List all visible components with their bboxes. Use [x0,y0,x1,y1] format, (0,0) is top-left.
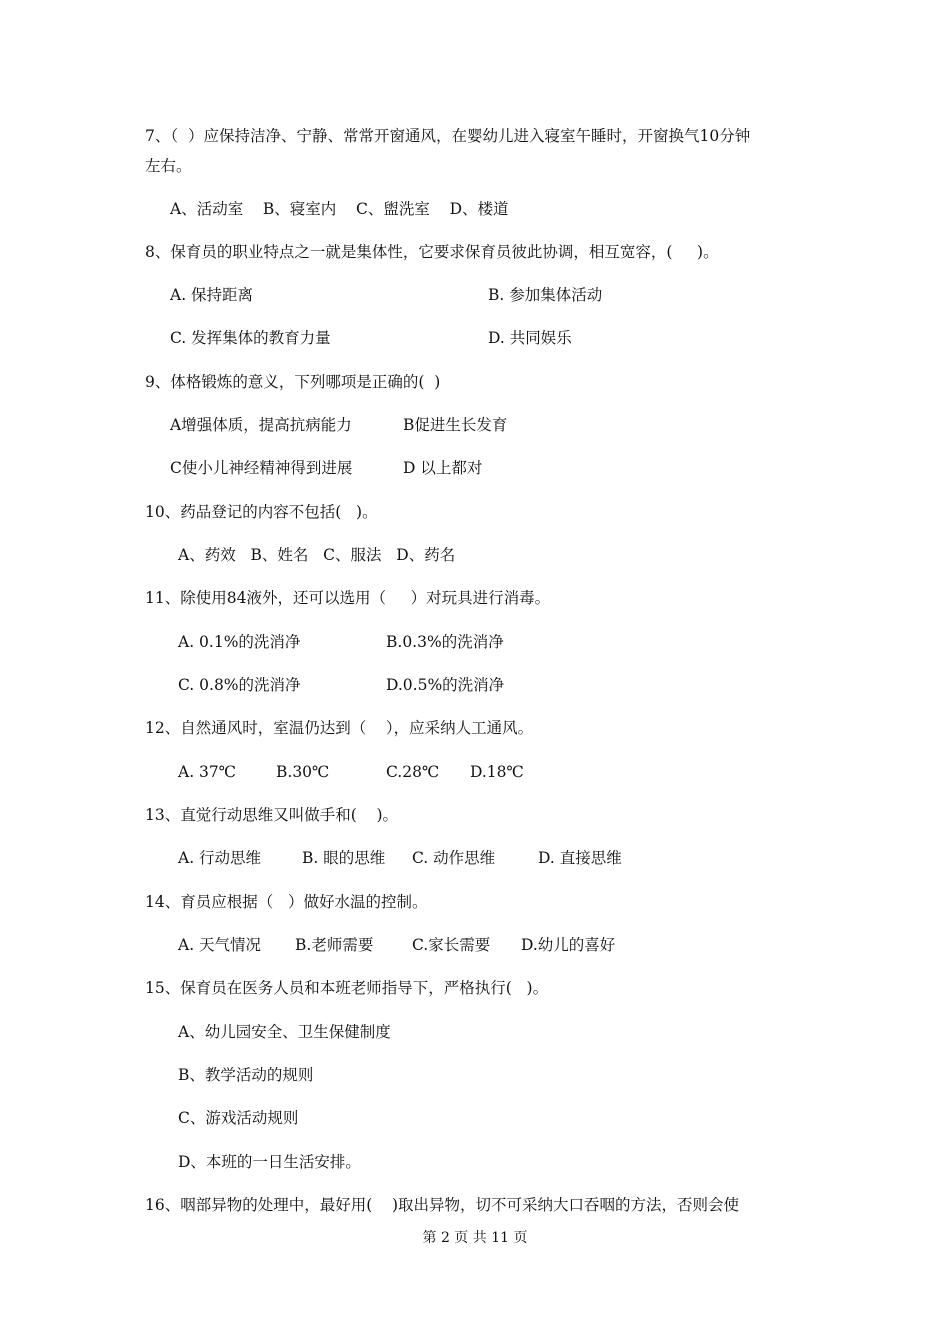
q9-option-c: C使小儿神经精神得到进展 [170,459,353,477]
q8-stem: 8、保育员的职业特点之一就是集体性，它要求保育员彼此协调，相互宽容，( )。 [145,243,719,261]
q8-option-d: D. 共同娱乐 [488,329,572,347]
q14-option-a: A. 天气情况 [178,936,262,954]
q10-stem: 10、药品登记的内容不包括( )。 [145,503,378,521]
q12-option-b: B.30℃ [276,763,330,781]
q11-stem: 11、除使用84液外，还可以选用（ ）对玩具进行消毒。 [145,589,551,607]
q11-option-c: C. 0.8%的洗消净 [178,676,301,694]
q12-option-c: C.28℃ [386,763,440,781]
q10-options: A、药效 B、姓名 C、服法 D、药名 [178,546,456,564]
q11-option-a: A. 0.1%的洗消净 [178,633,301,651]
q9-stem: 9、体格锻炼的意义，下列哪项是正确的( ) [145,373,441,391]
q14-option-b: B.老师需要 [295,936,374,954]
q8-option-b: B. 参加集体活动 [488,286,603,304]
q9-option-a: A增强体质，提高抗病能力 [170,416,352,434]
q16-stem: 16、咽部异物的处理中，最好用( )取出异物，切不可采纳大口吞咽的方法，否则会使 [145,1196,740,1214]
q14-option-d: D.幼儿的喜好 [521,936,616,954]
q15-option-d: D、本班的一日生活安排。 [178,1153,361,1171]
q7-stem-line1: 7、（ ）应保持洁净、宁静、常常开窗通风，在婴幼儿进入寝室午睡时，开窗换气10分钟 [145,127,751,145]
q13-stem: 13、直觉行动思维又叫做手和( )。 [145,806,399,824]
page-number-footer: 第 2 页 共 11 页 [422,1230,528,1246]
q15-option-b: B、教学活动的规则 [178,1066,314,1084]
q9-option-b: B促进生长发育 [403,416,508,434]
q13-option-a: A. 行动思维 [178,849,262,867]
q13-option-c: C. 动作思维 [412,849,496,867]
q9-option-d: D 以上都对 [403,459,483,477]
q15-option-c: C、游戏活动规则 [178,1109,299,1127]
q13-option-b: B. 眼的思维 [302,849,386,867]
q12-stem: 12、自然通风时，室温仍达到（ ），应采纳人工通风。 [145,719,534,737]
q11-option-b: B.0.3%的洗消净 [386,633,504,651]
q15-stem: 15、保育员在医务人员和本班老师指导下，严格执行( )。 [145,979,549,997]
q15-option-a: A、幼儿园安全、卫生保健制度 [178,1023,391,1041]
q14-option-c: C.家长需要 [412,936,491,954]
q11-option-d: D.0.5%的洗消净 [386,676,505,694]
q8-option-a: A. 保持距离 [170,286,254,304]
q14-stem: 14、育员应根据（ ）做好水温的控制。 [145,893,428,911]
q13-option-d: D. 直接思维 [538,849,622,867]
q12-option-a: A. 37℃ [178,763,237,781]
q12-option-d: D.18℃ [470,763,524,781]
q7-options: A、活动室 B、寝室内 C、盥洗室 D、楼道 [170,200,509,218]
q8-option-c: C. 发挥集体的教育力量 [170,329,331,347]
q7-stem-line2: 左右。 [145,157,192,175]
